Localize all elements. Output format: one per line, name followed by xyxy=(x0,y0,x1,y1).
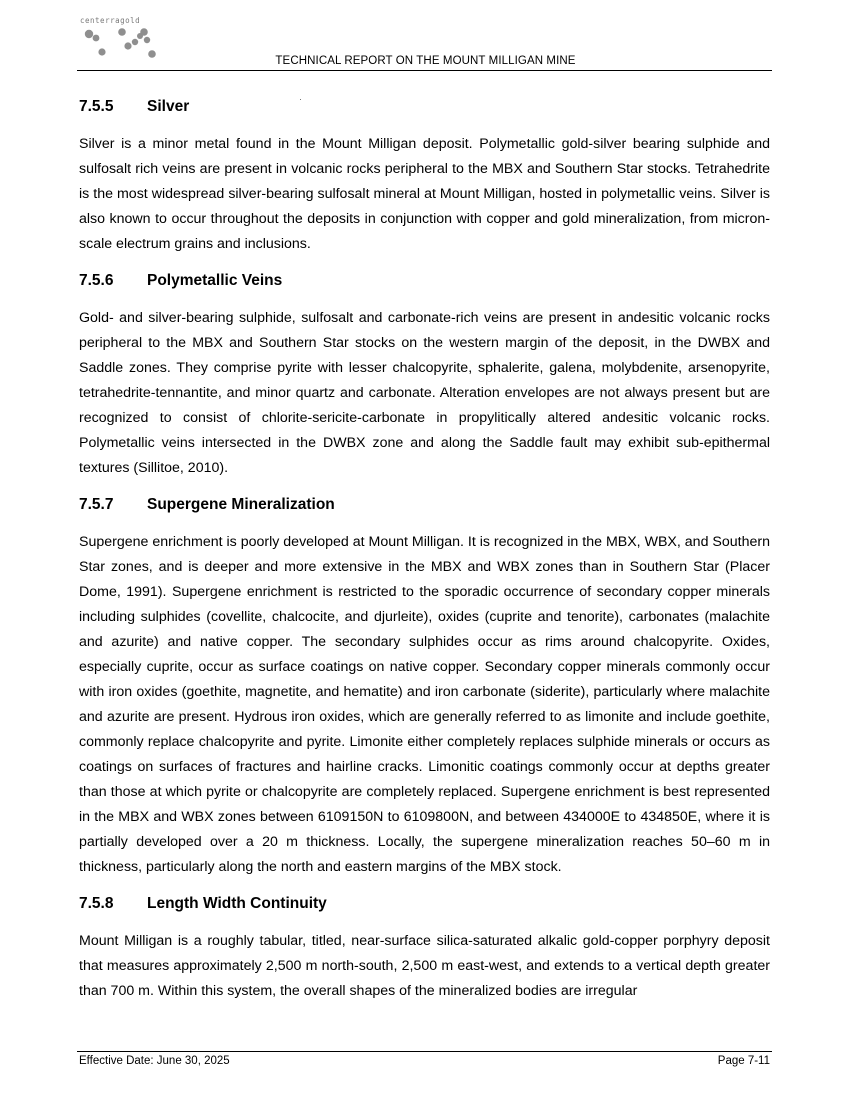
effective-date: Effective Date: June 30, 2025 xyxy=(79,1055,230,1067)
section-length-width-continuity xyxy=(79,894,770,1004)
section-title: Supergene Mineralization xyxy=(147,496,335,513)
page-number: Page 7-11 xyxy=(717,1055,770,1067)
footer-divider xyxy=(77,1051,772,1052)
section-paragraph: Gold- and silver-bearing sulphide, sulfosalt and carbonate-rich veins are present in andesitic volcanic rocks peripheral to the MBX and Southern Star stocks on the western margin of the deposit, in the DWBX and Saddle zones. They comprise pyrite with lesser chalcopyrite, sphalerite, galena, molybdenite, arsenopyrite, tetrahedrite-tennantite, and minor quartz and carbonate. Alteration envelopes are not always present but are recognized to consist of chlorite-sericite-carbonate in propylitically altered andesitic volcanic rocks. Polymetallic veins intersected in the DWBX zone and along the Saddle fault may exhibit sub-epithermal textures (Sillitoe, 2010). xyxy=(79,310,770,476)
section-polymetallic-veins xyxy=(79,271,770,481)
section-heading xyxy=(79,97,770,117)
section-number: 7.5.6 xyxy=(79,272,114,289)
section-silver xyxy=(79,97,770,257)
section-title: Silver xyxy=(147,98,190,115)
section-paragraph: Mount Milligan is a roughly tabular, titled, near-surface silica-saturated alkalic gold-copper porphyry deposit that measures approximately 2,500 m north-south, 2,500 m east-west, and extends to a vertical depth greater than 700 m. Within this system, the overall shapes of the mineralized bodies are irregular xyxy=(79,933,770,999)
section-number: 7.5.5 xyxy=(79,98,114,115)
document-body xyxy=(79,97,770,1018)
section-supergene-mineralization xyxy=(79,495,770,880)
section-paragraph: Supergene enrichment is poorly developed at Mount Milligan. It is recognized in the MBX, WBX, and Southern Star zones, and is deeper and more extensive in the MBX and WBX zones than in Southern Star (Placer Dome, 1991). Supergene enrichment is restricted to the sporadic occurrence of secondary copper minerals including sulphides (covellite, chalcocite, and djurleite), oxides (cuprite and tenorite), carbonates (malachite and azurite) and native copper. The secondary sulphides occur as rims around chalcopyrite. Oxides, especially cuprite, occur as surface coatings on native copper. Secondary copper minerals commonly occur with iron oxides (goethite, magnetite, and hematite) and iron carbonate (siderite), particularly where malachite and azurite are present. Hydrous iron oxides, which are generally referred to as limonite and include goethite, commonly replace chalcopyrite and pyrite. Limonite either completely replaces sulphide minerals or occurs as coatings on surfaces of fractures and hairline cracks. Limonitic coatings commonly occur at depths greater than those at which pyrite or chalcopyrite are completely replaced. Supergene enrichment is best represented in the MBX and WBX zones between 6109150N to 6109800N, and between 434000E to 434850E, where it is partially developed over a 20 m thickness. Locally, the supergene mineralization reaches 50–60 m in thickness, particularly along the north and eastern margins of the MBX stock. xyxy=(79,534,770,875)
report-title: TECHNICAL REPORT ON THE MOUNT MILLIGAN MINE xyxy=(275,55,576,67)
section-title: Length Width Continuity xyxy=(147,895,327,912)
section-title: Polymetallic Veins xyxy=(147,272,283,289)
logo-wordmark: centerragold xyxy=(80,16,141,25)
section-paragraph: Silver is a minor metal found in the Mount Milligan deposit. Polymetallic gold-silver bearing sulphide and sulfosalt rich veins are present in volcanic rocks peripheral to the MBX and Southern Star stocks. Tetrahedrite is the most widespread silver-bearing sulfosalt mineral at Mount Milligan, hosted in polymetallic veins. Silver is also known to occur throughout the deposits in conjunction with copper and gold mineralization, from micron-scale electrum grains and inclusions. xyxy=(79,136,770,252)
section-number: 7.5.8 xyxy=(79,895,114,912)
section-heading xyxy=(79,894,770,914)
header-divider xyxy=(77,70,772,71)
section-number: 7.5.7 xyxy=(79,496,114,513)
section-heading xyxy=(79,271,770,291)
section-heading xyxy=(79,495,770,515)
